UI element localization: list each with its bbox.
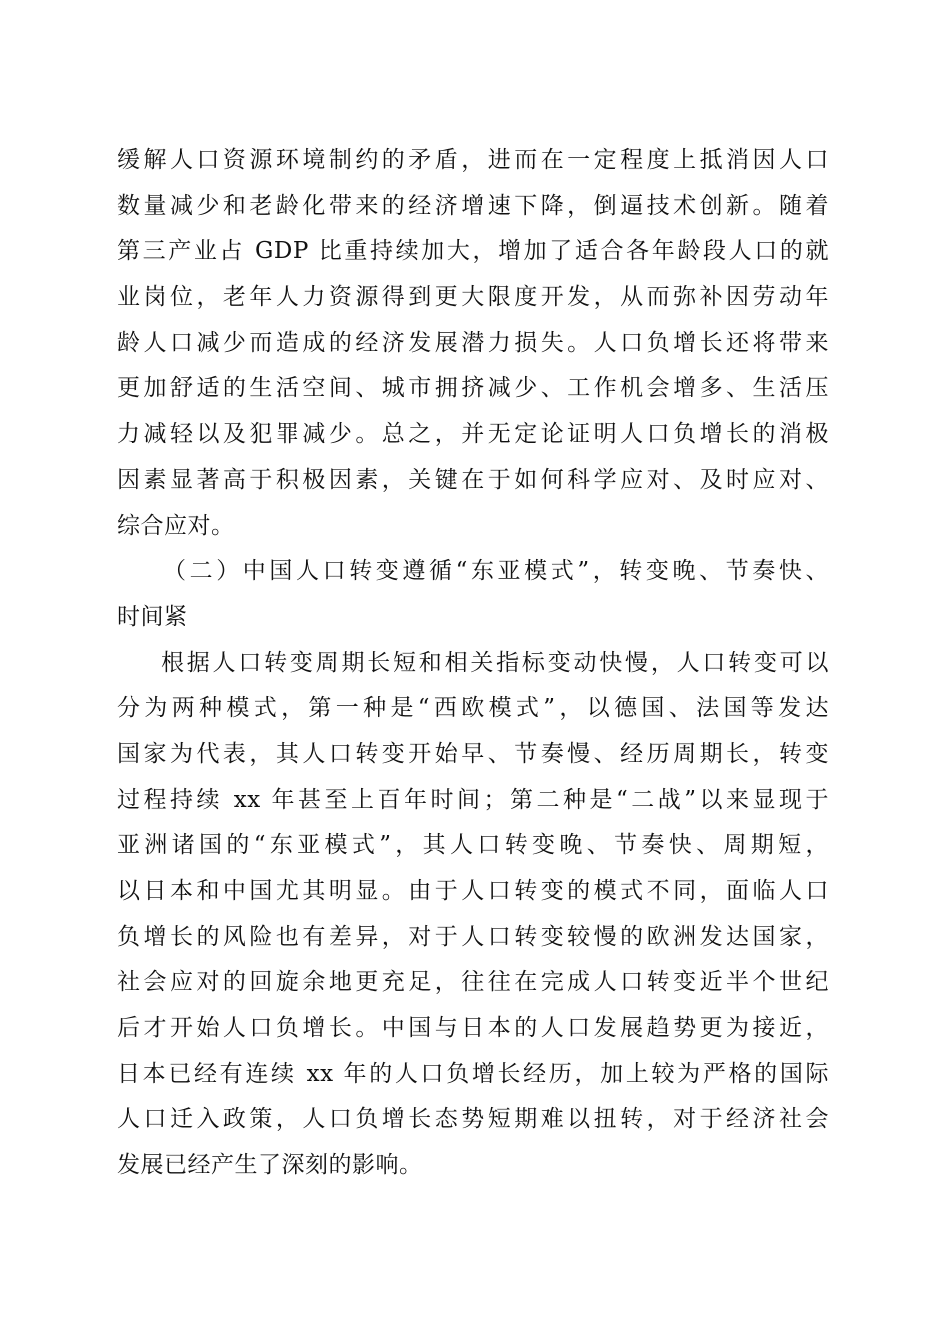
heading-line: （二）中国人口转变遵循“东亚模式”，转变晚、节奏快、 — [163, 558, 829, 585]
text-line: 龄人口减少而造成的经济发展潜力损失。人口负增长还将带来 — [117, 329, 829, 356]
text-line: 综合应对。 — [117, 512, 235, 539]
heading-line: 时间紧 — [117, 603, 188, 630]
text-line: 发展已经产生了深刻的影响。 — [117, 1152, 423, 1179]
document-body — [117, 138, 829, 1189]
text-line: 更加舒适的生活空间、城市拥挤减少、工作机会增多、生活压 — [117, 375, 829, 402]
text-line: 因素显著高于积极因素，关键在于如何科学应对、及时应对、 — [117, 466, 829, 493]
paragraph-1 — [117, 138, 829, 549]
text-line: 亚洲诸国的“东亚模式”，其人口转变晚、节奏快、周期短， — [117, 832, 829, 859]
text-line: 后才开始人口负增长。中国与日本的人口发展趋势更为接近， — [117, 1015, 829, 1042]
text-line: 负增长的风险也有差异，对于人口转变较慢的欧洲发达国家， — [117, 923, 829, 950]
text-line: 缓解人口资源环境制约的矛盾，进而在一定程度上抵消因人口 — [117, 147, 829, 173]
section-heading — [117, 549, 829, 640]
text-line: 数量减少和老龄化带来的经济增速下降，倒逼技术创新。随着 — [117, 192, 829, 219]
text-line: 以日本和中国尤其明显。由于人口转变的模式不同，面临人口 — [117, 878, 829, 904]
text-line: 国家为代表，其人口转变开始早、节奏慢、经历周期长，转变 — [117, 740, 829, 767]
text-line: 过程持续 xx 年甚至上百年时间；第二种是“二战”以来显现于 — [117, 786, 829, 813]
text-line: 人口迁入政策，人口负增长态势短期难以扭转，对于经济社会 — [117, 1106, 829, 1133]
text-line: 第三产业占 GDP 比重持续加大，增加了适合各年龄段人口的就 — [117, 238, 829, 265]
paragraph-2 — [117, 641, 829, 1189]
text-line: 社会应对的回旋余地更充足，往往在完成人口转变近半个世纪 — [117, 969, 829, 996]
text-line: 分为两种模式，第一种是“西欧模式”，以德国、法国等发达 — [117, 695, 829, 722]
text-line: 根据人口转变周期长短和相关指标变动快慢，人口转变可以 — [161, 649, 829, 676]
text-line: 日本已经有连续 xx 年的人口负增长经历，加上较为严格的国际 — [117, 1060, 829, 1087]
text-line: 力减轻以及犯罪减少。总之，并无定论证明人口负增长的消极 — [117, 421, 829, 448]
text-line: 业岗位，老年人力资源得到更大限度开发，从而弥补因劳动年 — [117, 284, 829, 311]
